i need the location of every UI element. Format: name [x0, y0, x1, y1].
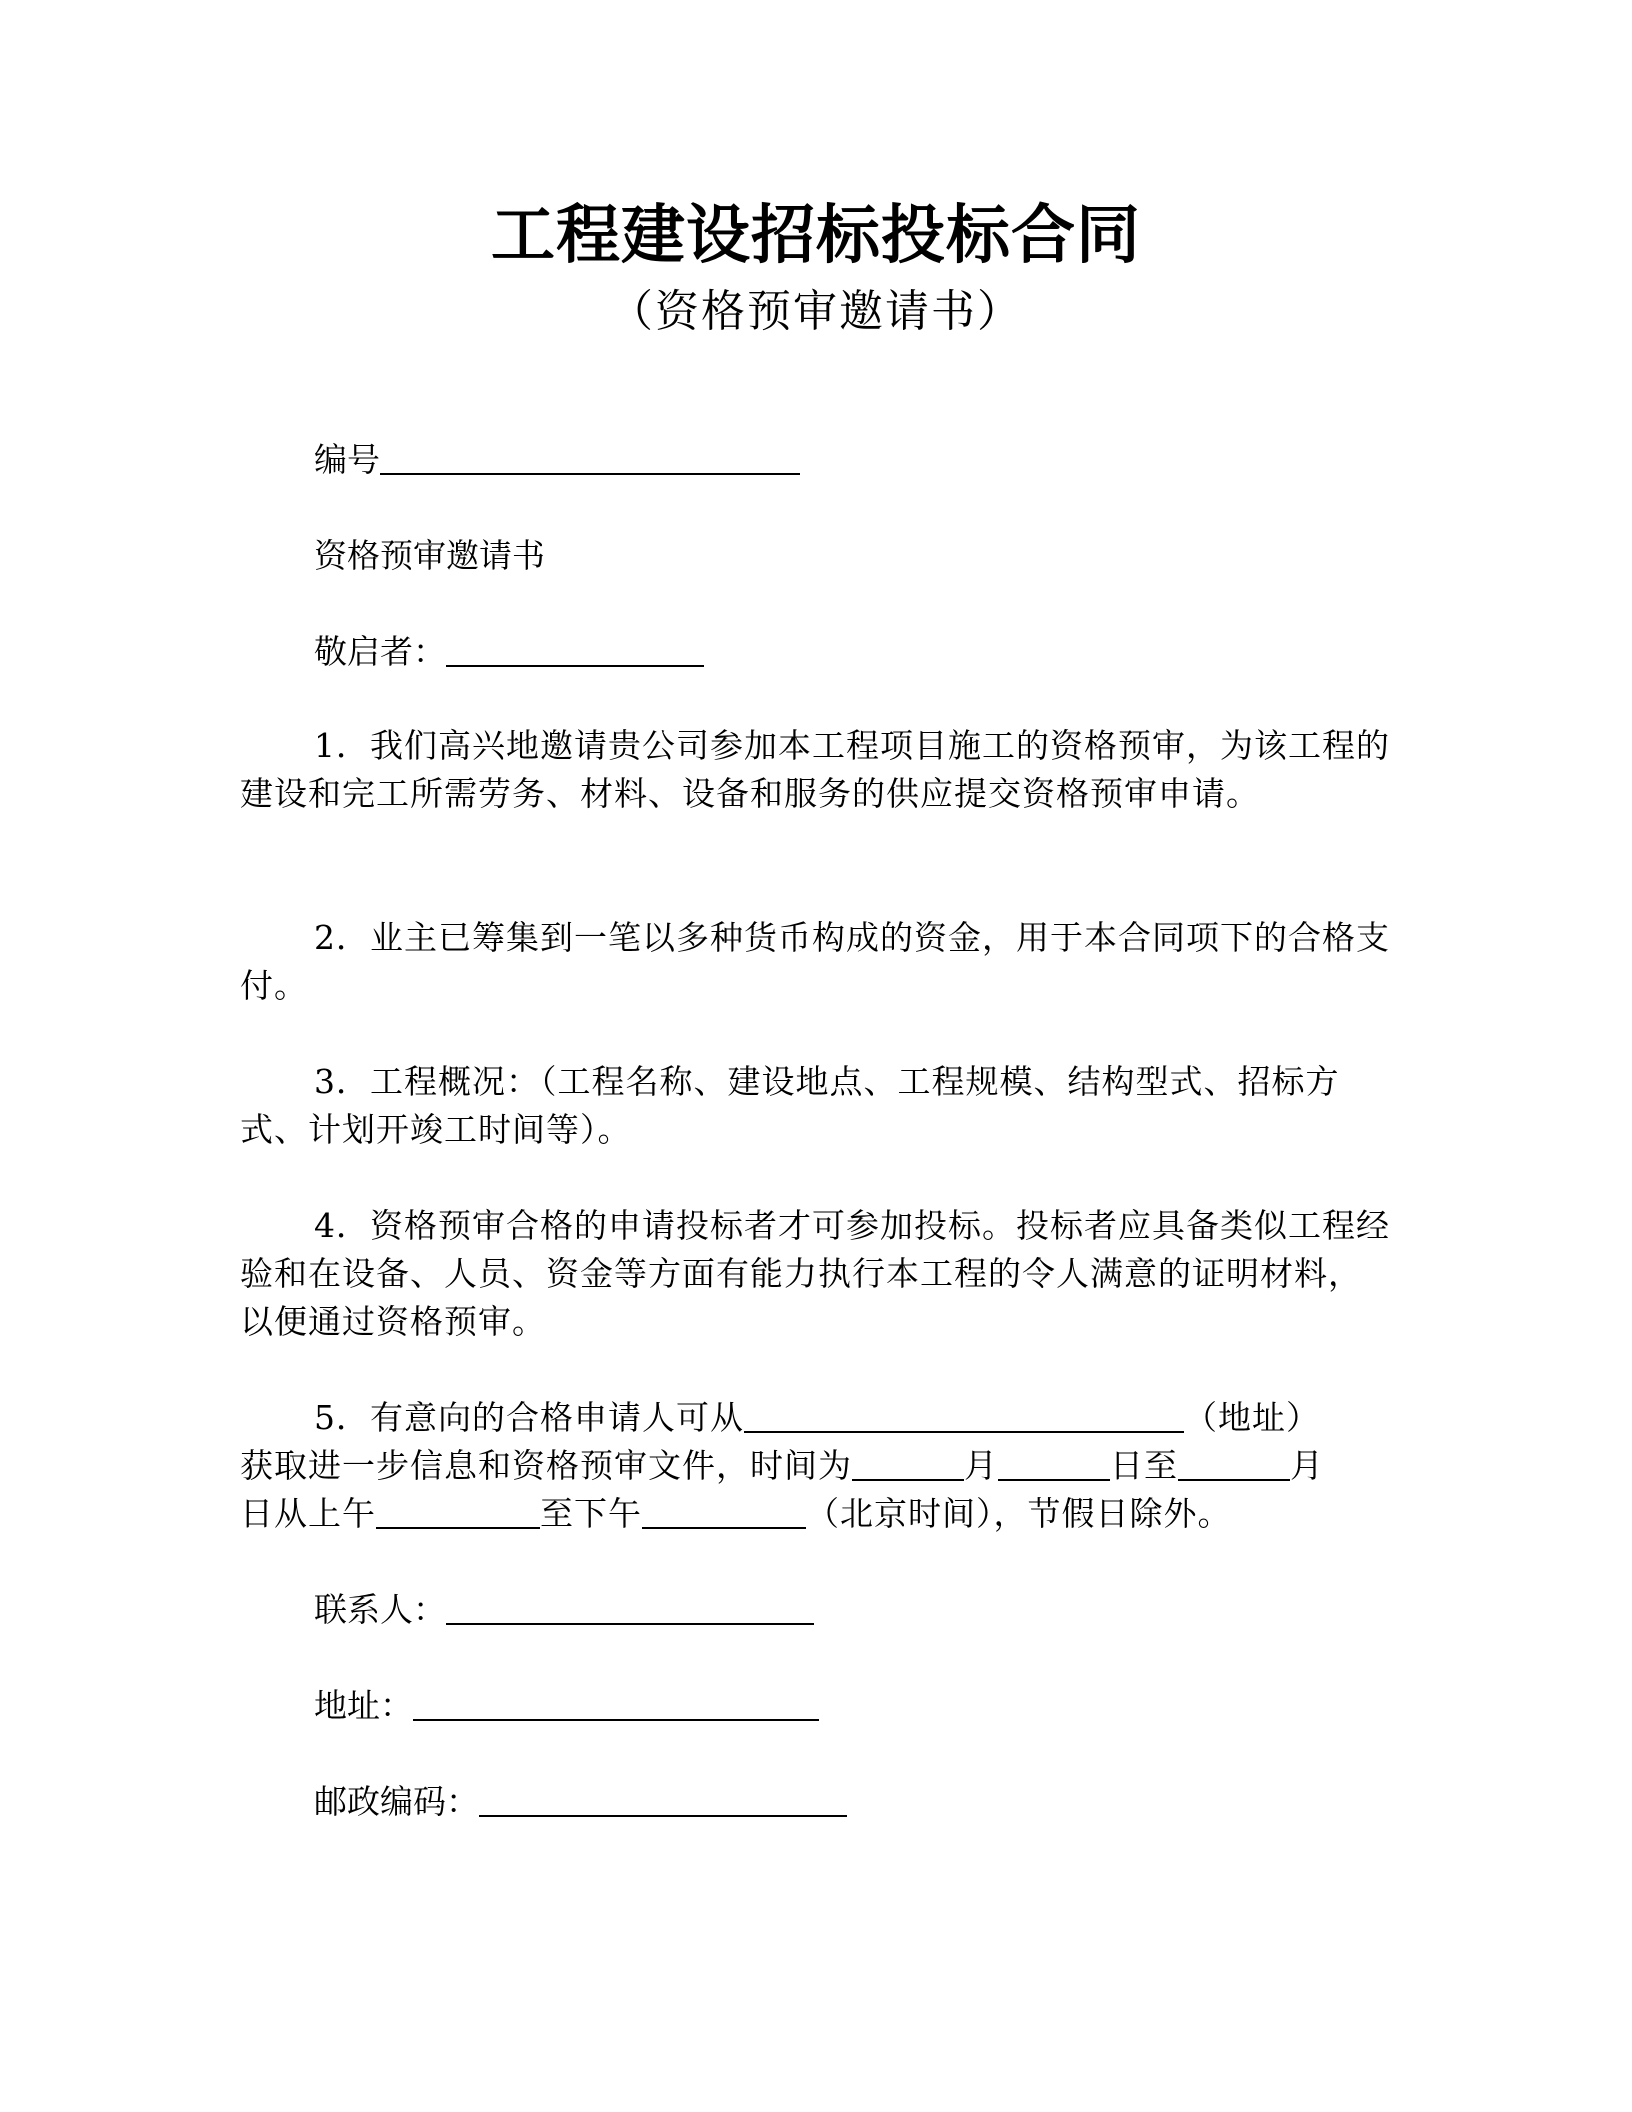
source-address-blank: [744, 1397, 1184, 1433]
document-title: 工程建设招标投标合同: [491, 199, 1141, 273]
paragraph-5-text-6: （北京时间），节假日除外。: [806, 1494, 1232, 1533]
postal-line: [314, 1778, 847, 1826]
address-line: [314, 1682, 819, 1730]
document-subtitle: （资格预审邀请书）: [609, 286, 1023, 337]
salutation-label: 敬启者：: [314, 632, 446, 671]
address-blank: [413, 1685, 819, 1721]
contact-blank: [446, 1589, 814, 1625]
end-month-blank: [1178, 1445, 1290, 1481]
salutation-blank: [446, 631, 704, 667]
start-day-blank: [998, 1445, 1110, 1481]
paragraph-2: 2．业主已筹集到一笔以多种货币构成的资金，用于本合同项下的合格支付。: [240, 918, 1390, 1005]
salutation-line: [314, 628, 704, 676]
paragraph-5-row-3: [240, 1490, 1232, 1538]
start-month-blank: [852, 1445, 964, 1481]
afternoon-time-blank: [642, 1493, 806, 1529]
contact-label: 联系人：: [314, 1590, 446, 1629]
paragraph-3: 3．工程概况：（工程名称、建设地点、工程规模、结构型式、招标方式、计划开竣工时间等）。: [240, 1062, 1340, 1149]
number-label: 编号: [314, 440, 380, 479]
number-line: [314, 436, 800, 484]
paragraph-5-text-3: 获取进一步信息和资格预审文件，时间为: [240, 1446, 852, 1485]
paragraph-4: 4．资格预审合格的申请投标者才可参加投标。投标者应具备类似工程经验和在设备、人员、资金等方面有能力执行本工程的令人满意的证明材料，以便通过资格预审。: [240, 1206, 1390, 1341]
postal-blank: [479, 1781, 847, 1817]
postal-label: 邮政编码：: [314, 1782, 479, 1821]
paragraph-5-row-1: [314, 1394, 1320, 1442]
paragraph-5-day-1: 日至: [1110, 1446, 1178, 1485]
morning-time-blank: [376, 1493, 540, 1529]
paragraph-5-month-2: 月: [1290, 1446, 1324, 1485]
address-label: 地址：: [314, 1686, 413, 1725]
paragraph-5-text-5: 至下午: [540, 1494, 642, 1533]
paragraph-5-text-2: （地址）: [1184, 1398, 1320, 1437]
paragraph-5-text-1: 5．有意向的合格申请人可从: [314, 1398, 744, 1437]
number-blank: [380, 439, 800, 475]
paragraph-5-text-4: 日从上午: [240, 1494, 376, 1533]
paragraph-5-row-2: [240, 1442, 1324, 1490]
invitation-heading: 资格预审邀请书: [314, 536, 545, 575]
contact-line: [314, 1586, 814, 1634]
paragraph-1: 1．我们高兴地邀请贵公司参加本工程项目施工的资格预审，为该工程的建设和完工所需劳务、材料、设备和服务的供应提交资格预审申请。: [240, 726, 1390, 813]
paragraph-5-month-1: 月: [964, 1446, 998, 1485]
